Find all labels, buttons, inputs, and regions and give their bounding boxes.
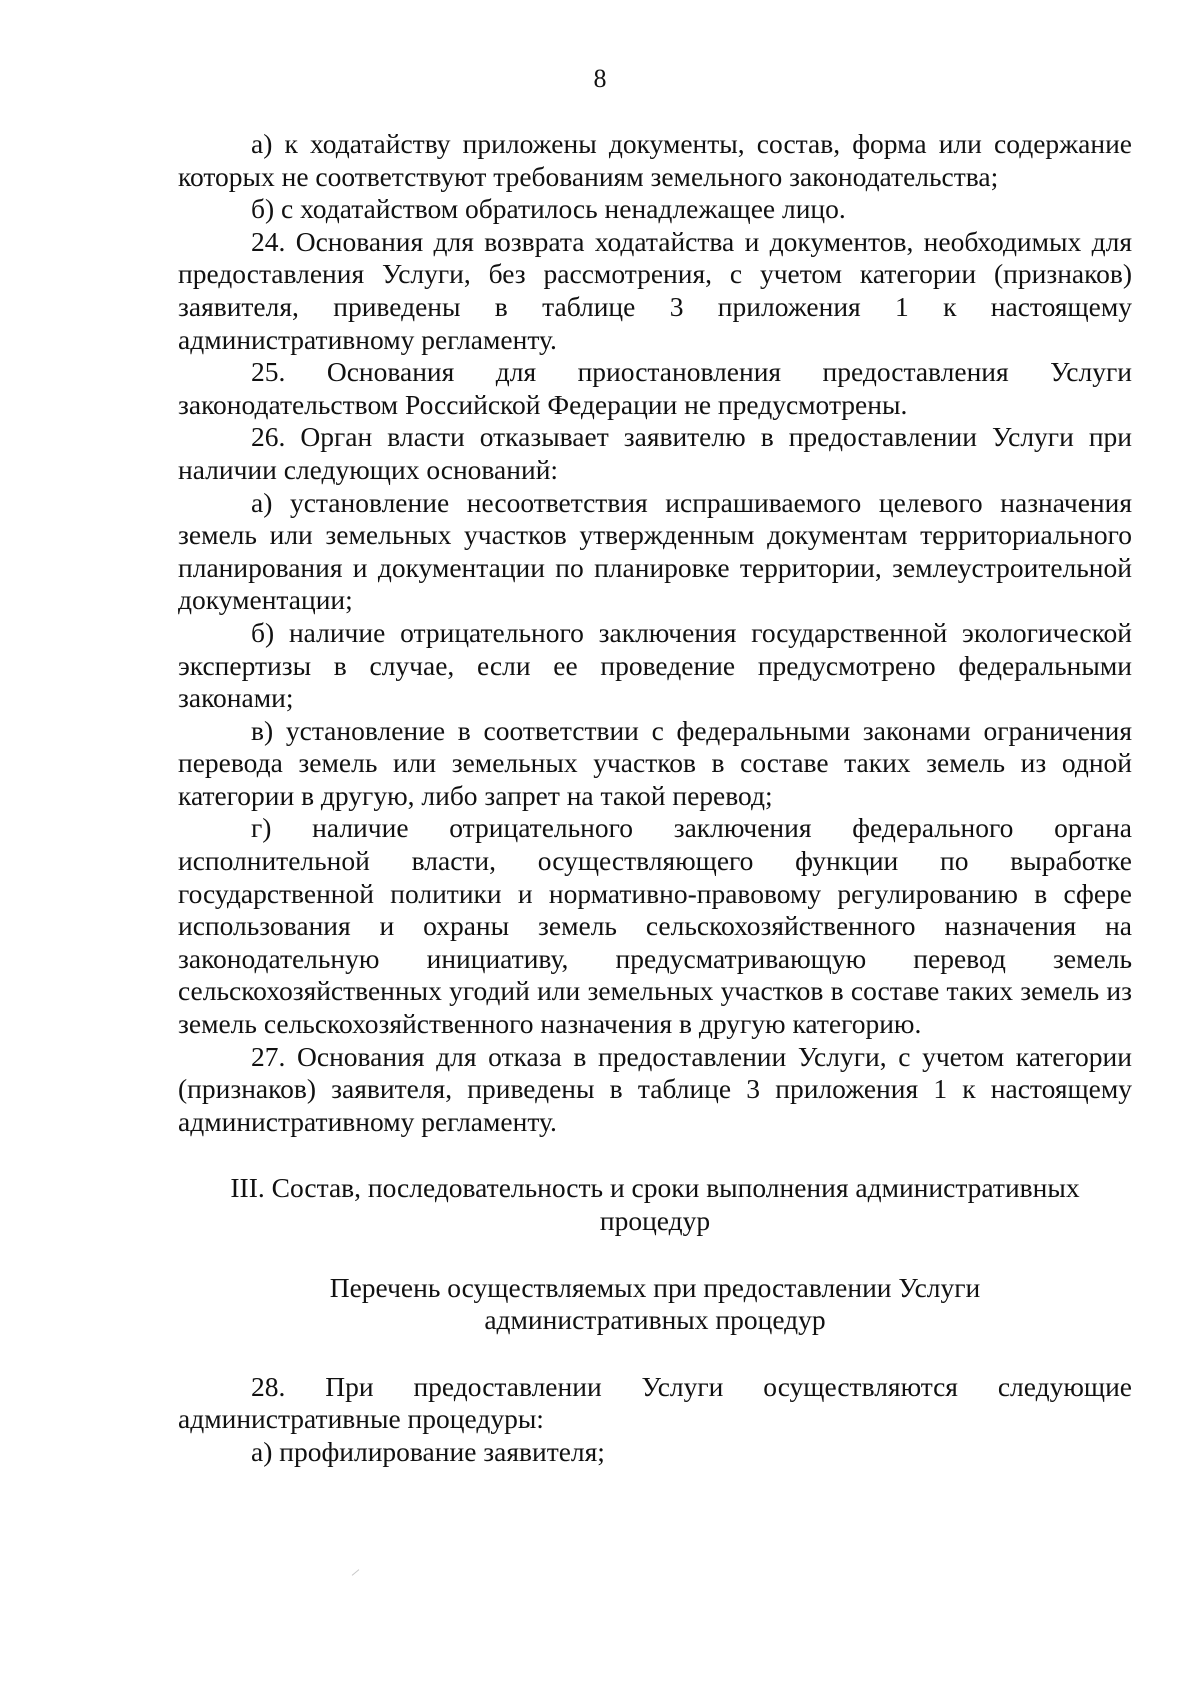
subsection-heading: Перечень осуществляемых при предоставлении Услуги административных процедур: [329, 1271, 981, 1336]
paragraph-26: 26. Орган власти отказывает заявителю в предоставлении Услуги при наличии следующих оснований:: [178, 421, 1132, 485]
paragraph-23a: а) к ходатайству приложены документы, состав, форма или содержание которых не соответствуют требованиям земельного законодательства;: [178, 128, 1132, 192]
paragraph-26v: в) установление в соответствии с федеральными законами ограничения перевода земель или земельных участков в составе таких земель из одной категории в другую, либо запрет на такой перевод;: [178, 714, 1132, 811]
paragraph-23b: б) с ходатайством обратилось ненадлежащее лицо.: [251, 193, 846, 225]
section-heading: III. Состав, последовательность и сроки выполнения административных процедур: [230, 1172, 1080, 1236]
scan-artifact-mark: [352, 1569, 360, 1576]
paragraph-28: 28. При предоставлении Услуги осуществляются следующие административные процедуры:: [178, 1370, 1132, 1435]
paragraph-25: 25. Основания для приостановления предоставления Услуги законодательством Российской Федерации не предусмотрены.: [178, 356, 1132, 420]
page-number: 8: [593, 64, 607, 93]
paragraph-26a: а) установление несоответствия испрашиваемого целевого назначения земель или земельных участков утвержденным документам территориального планирования и документации по планировке территории, землеустроительной документации;: [178, 486, 1132, 616]
paragraph-24: 24. Основания для возврата ходатайства и документов, необходимых для предоставления Услуги, без рассмотрения, с учетом категории (признаков) заявителя, приведены в таблице 3 приложения 1 к настоящему административному регламенту.: [178, 225, 1132, 355]
paragraph-26b: б) наличие отрицательного заключения государственной экологической экспертизы в случае, если ее проведение предусмотрено федеральными законами;: [178, 616, 1132, 714]
document-body: [178, 128, 1132, 1469]
paragraph-26g: г) наличие отрицательного заключения федерального органа исполнительной власти, осуществляющего функции по выработке государственной политики и нормативно-правовому регулированию в сфере использования и охраны земель сельскохозяйственного назначения на законодательную инициативу, предусматривающую перевод земель сельскохозяйственных угодий или земельных участков в составе таких земель из земель сельскохозяйственного назначения в другую категорию.: [178, 812, 1132, 1040]
paragraph-28a: а) профилирование заявителя;: [251, 1435, 605, 1467]
paragraph-27: 27. Основания для отказа в предоставлении Услуги, с учетом категории (признаков) заявителя, приведены в таблице 3 приложения 1 к настоящему административному регламенту.: [178, 1040, 1132, 1137]
